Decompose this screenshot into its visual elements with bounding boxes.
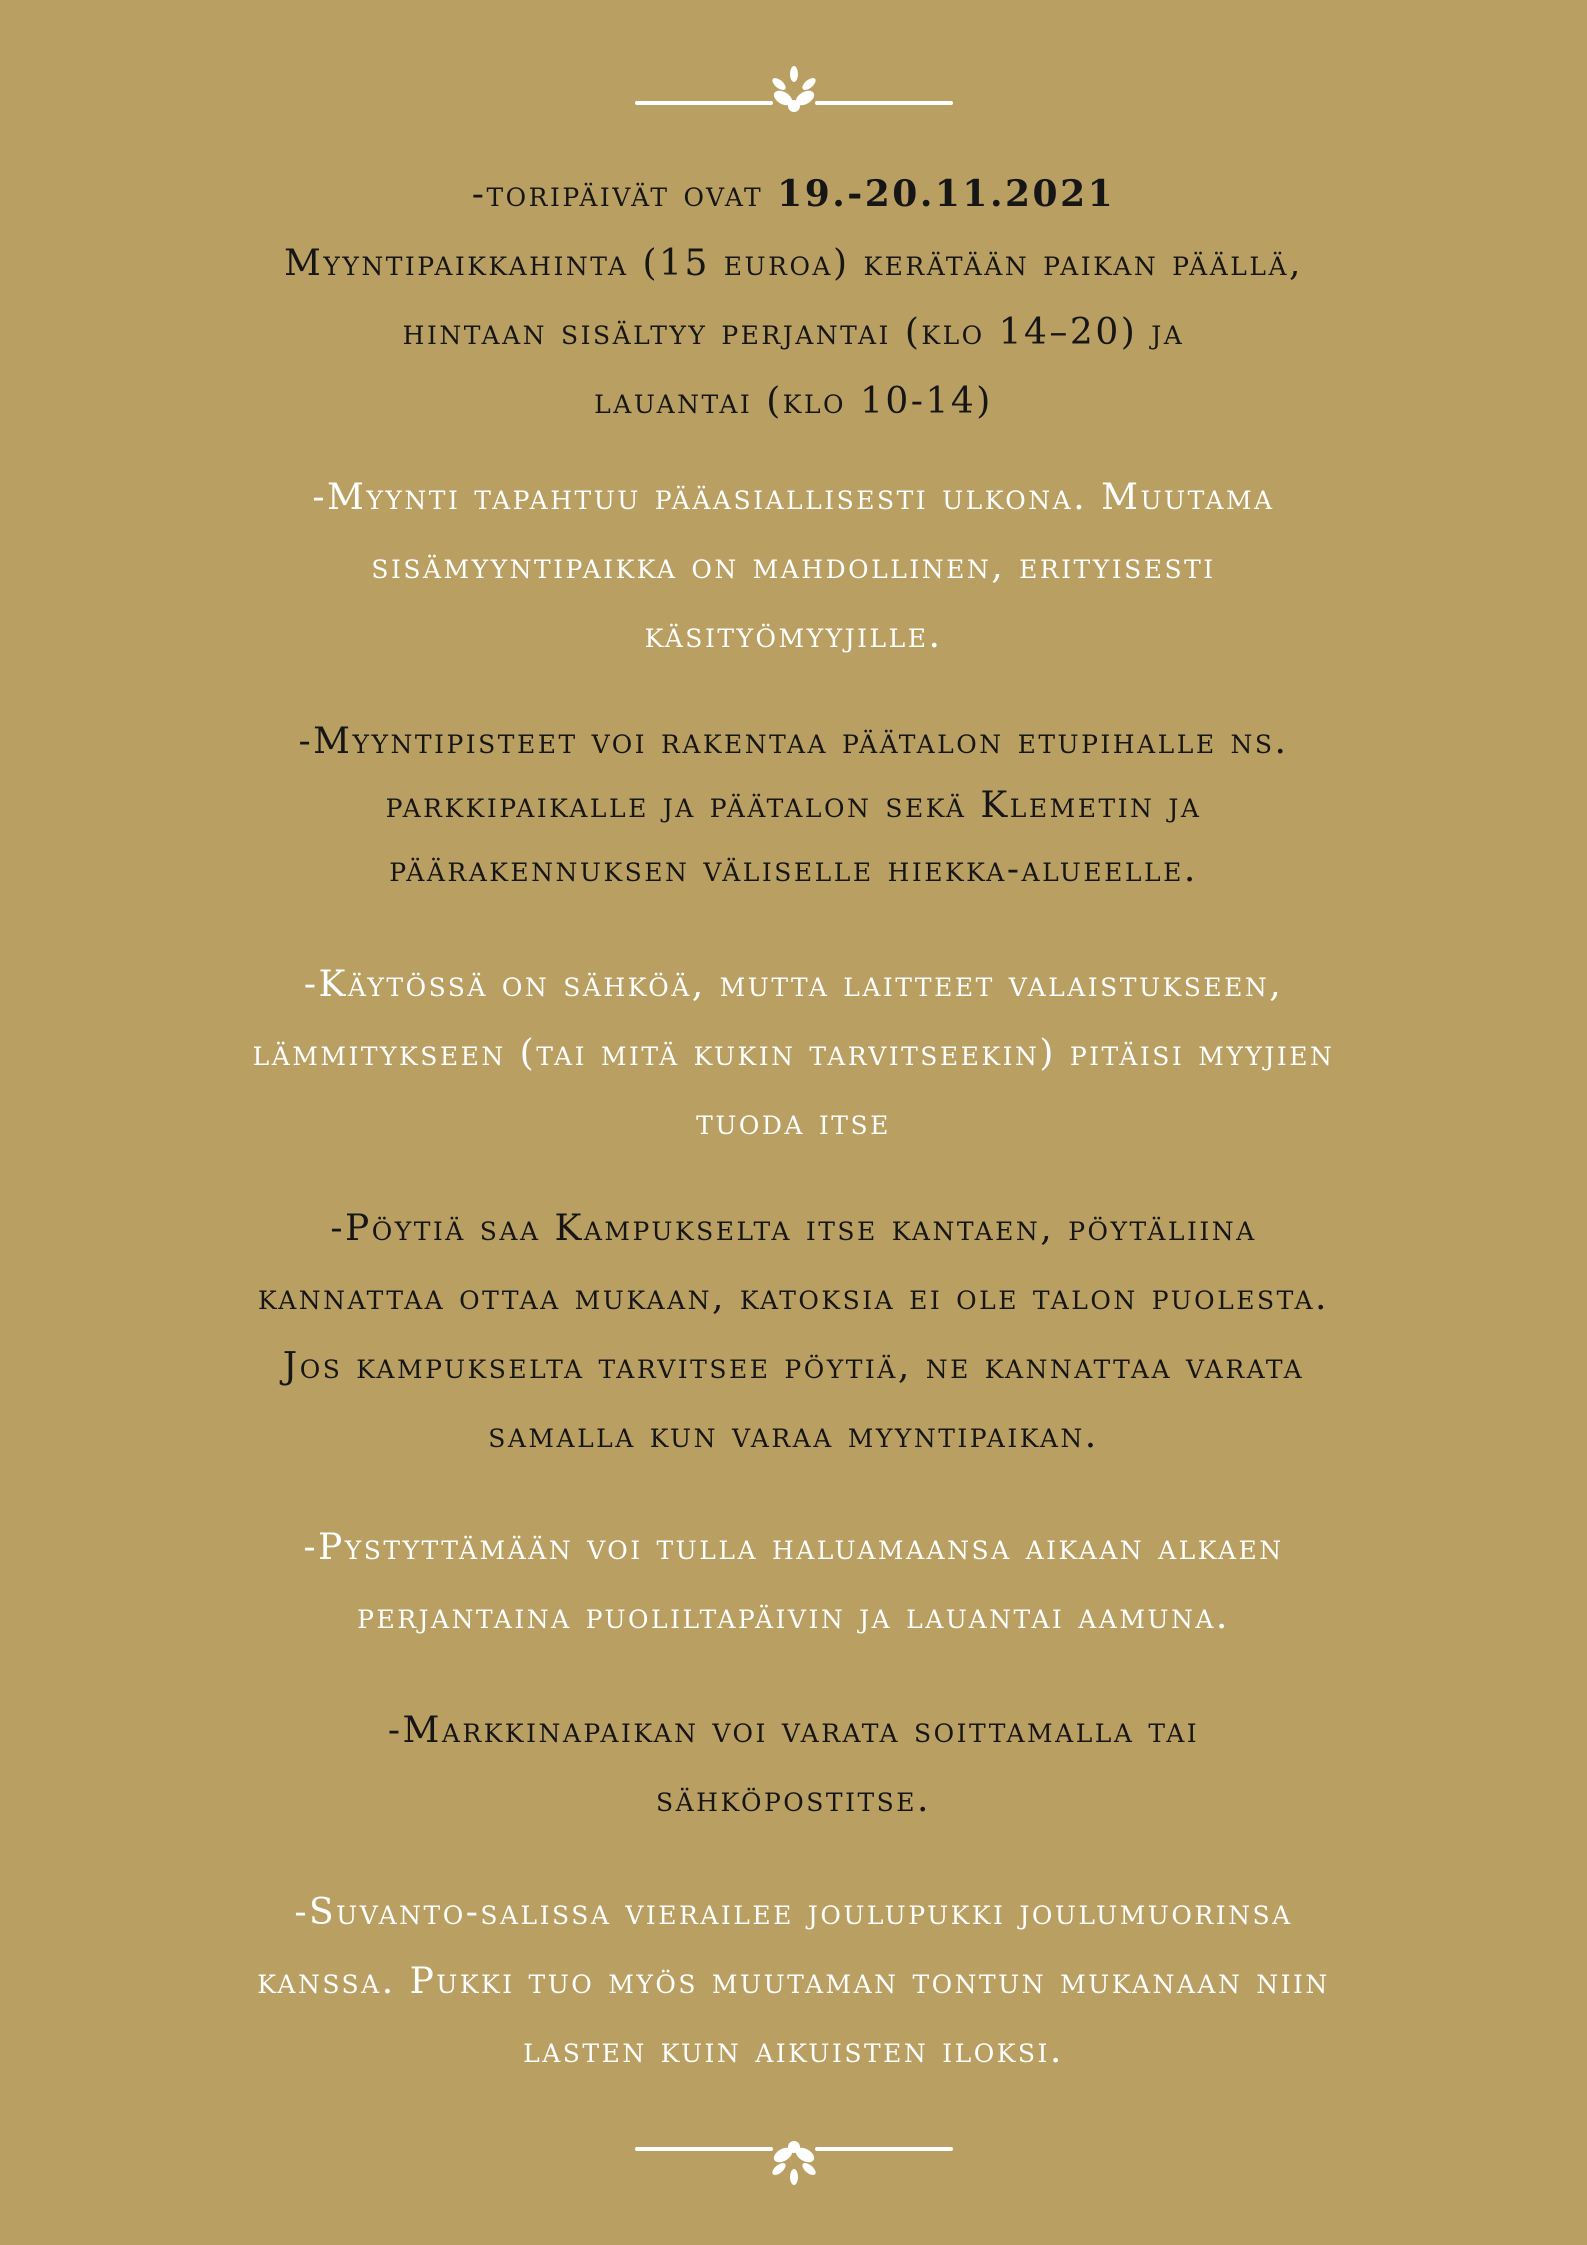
paragraph-line: tuoda itse: [696, 1102, 891, 1143]
paragraph-line: päärakennuksen väliselle hiekka-alueelle.: [389, 849, 1198, 890]
paragraph-line: lasten kuin aikuisten iloksi.: [523, 2030, 1064, 2071]
setup-time-block: [60, 1513, 1527, 1651]
paragraph-line: Jos kampukselta tarvitsee pöytiä, ne kannattaa varata: [282, 1346, 1305, 1387]
paragraph-line: sähköpostitse.: [656, 1779, 931, 1820]
paragraph-line: -Käytössä on sähköä, mutta laitteet valaistukseen,: [303, 964, 1284, 1005]
selling-location-block: [60, 463, 1527, 670]
paragraph-line: parkkipaikalle ja päätalon sekä Klemetin ja: [385, 785, 1202, 826]
paragraph-line: lämmitykseen (tai mitä kukin tarvitseekin) pitäisi myyjien: [252, 1033, 1335, 1074]
dates-and-price-block: [60, 160, 1527, 436]
market-dates: 19.-20.11.2021: [777, 173, 1116, 215]
paragraph-line: kannattaa ottaa mukaan, katoksia ei ole talon puolesta.: [258, 1277, 1329, 1318]
paragraph-line: -Myyntipisteet voi rakentaa päätalon etupihalle ns.: [298, 721, 1289, 762]
ornament-divider-icon: [629, 58, 959, 128]
paragraph-line: sisämyyntipaikka on mahdollinen, erityisesti: [371, 546, 1216, 587]
paragraph-line: -Myynti tapahtuu pääasiallisesti ulkona. Muutama: [312, 477, 1275, 518]
paragraph-line: käsityömyyjille.: [644, 615, 943, 656]
paragraph-line: samalla kun varaa myyntipaikan.: [488, 1415, 1099, 1456]
price-includes-line: hintaan sisältyy perjantai (klo 14–20) ja: [402, 312, 1185, 353]
paragraph-line: -Suvanto-salissa vierailee joulupukki joulumuorinsa: [294, 1892, 1293, 1933]
paragraph-line: -Pystyttämään voi tulla haluamaansa aikaan alkaen: [303, 1527, 1284, 1568]
paragraph-line: -Pöytiä saa Kampukselta itse kantaen, pöytäliina: [330, 1208, 1257, 1249]
paragraph-line: kanssa. Pukki tuo myös muutaman tontun mukanaan niin: [257, 1961, 1330, 2002]
booking-block: [60, 1696, 1527, 1834]
top-ornament: [0, 58, 1587, 128]
santa-visit-block: [60, 1878, 1527, 2085]
tables-block: [60, 1194, 1527, 1470]
paragraph-line: -Markkinapaikan voi varata soittamalla tai: [387, 1710, 1200, 1751]
electricity-block: [60, 950, 1527, 1157]
bottom-ornament: [0, 2117, 1587, 2187]
saturday-hours-line: lauantai (klo 10-14): [594, 381, 993, 422]
ornament-divider-icon: [629, 2117, 959, 2187]
paragraph-line: perjantaina puoliltapäivin ja lauantai aamuna.: [357, 1596, 1230, 1637]
price-line: Myyntipaikkahinta (15 euroa) kerätään paikan päällä,: [284, 243, 1303, 284]
market-dates-line: -toripäivät ovat 19.-20.11.2021: [471, 173, 1116, 215]
stand-areas-block: [60, 710, 1527, 902]
